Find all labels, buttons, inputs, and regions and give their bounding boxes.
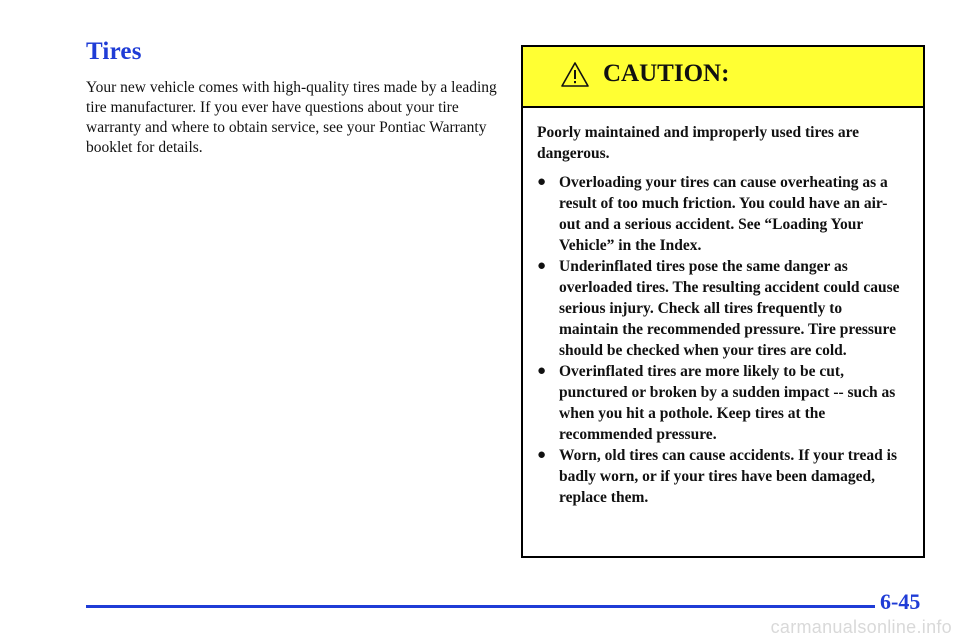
caution-item-text: Underinflated tires pose the same danger as overloaded tires. The resulting accident could cause serious injury. Check all tires frequently to maintain the recommended pressure. Tire pressure should be checked when your tires are cold.: [559, 258, 900, 359]
warning-triangle-icon: [560, 61, 590, 88]
caution-lead: Poorly maintained and improperly used tires are dangerous.: [537, 124, 860, 162]
page-number: 6-45: [880, 589, 921, 614]
caution-item: [537, 256, 903, 361]
caution-item-text: Overloading your tires can cause overheating as a result of too much friction. You could have an air-out and a serious accident. See “Loading Your Vehicle” in the Index.: [559, 174, 888, 254]
intro-paragraph: Your new vehicle comes with high-quality tires made by a leading tire manufacturer. If you ever have questions about your tire warranty and where to obtain service, see your Pontiac Warranty booklet for details.: [86, 79, 497, 156]
bullet-icon: ●: [537, 363, 547, 379]
caution-item-text: Overinflated tires are more likely to be cut, punctured or broken by a sudden impact -- such as when you hit a pothole. Keep tires at the recommended pressure.: [559, 363, 896, 443]
bullet-icon: ●: [537, 447, 547, 463]
caution-header: [523, 47, 923, 108]
caution-item: [537, 172, 903, 256]
caution-item: [537, 361, 903, 445]
caution-list: [537, 172, 903, 508]
bullet-icon: ●: [537, 258, 547, 274]
footer-rule: [86, 605, 875, 608]
caution-title: CAUTION:: [603, 60, 730, 87]
watermark: carmanualsonline.info: [770, 617, 952, 637]
caution-body: [523, 108, 923, 508]
caution-item: [537, 445, 903, 508]
caution-box: [521, 45, 925, 558]
caution-item-text: Worn, old tires can cause accidents. If your tread is badly worn, or if your tires have been damaged, replace them.: [559, 447, 897, 506]
bullet-icon: ●: [537, 174, 547, 190]
page-title: Tires: [86, 38, 142, 65]
